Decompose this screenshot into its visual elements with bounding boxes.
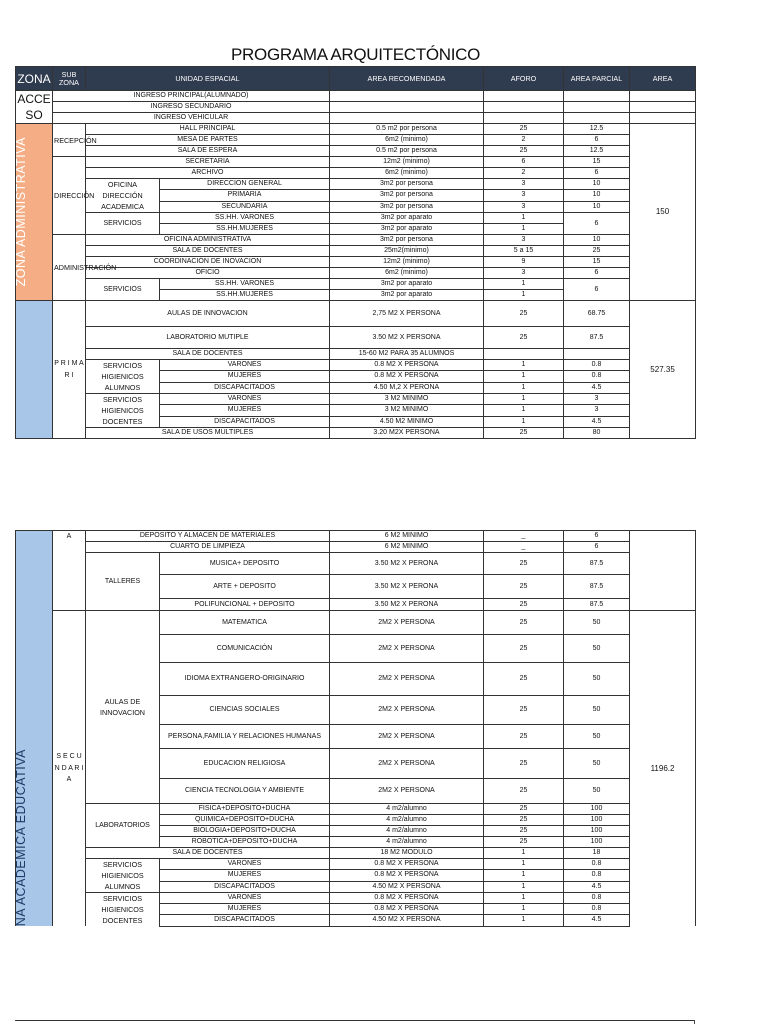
aforo-cell: 25 (484, 428, 564, 439)
aforo-cell: 5 a 15 (484, 246, 564, 257)
area-cell: 0.8 M2 X PERSONA (330, 371, 484, 382)
area-cell: 4.50 M2 MINIMO (330, 416, 484, 427)
area-cell: 3 M2 MINIMO (330, 405, 484, 416)
unit-cell: SS.HH. VARONES (160, 213, 330, 224)
group-oficina-direccion: OFICINA DIRECCIÓN ACADEMICA (86, 179, 160, 213)
area-parcial-cell: 6 (564, 168, 630, 179)
unit-cell: POLIFUNCIONAL + DEPOSITO (160, 599, 330, 611)
area-parcial-cell: 50 (564, 635, 630, 663)
area-parcial-cell: 100 (564, 837, 630, 848)
header-zona: ZONA (16, 67, 53, 91)
area-parcial-cell: 6 (564, 279, 630, 301)
aforo-cell: 25 (484, 837, 564, 848)
aforo-cell: 1 (484, 224, 564, 235)
area-parcial-cell: 4.5 (564, 382, 630, 393)
area-parcial-cell: 100 (564, 815, 630, 826)
area-cell: 6m2 (minimo) (330, 135, 484, 146)
aforo-cell: 25 (484, 327, 564, 349)
area-cell: 3.50 M2 X PERONA (330, 575, 484, 599)
subzone-primaria: P R I M A R I (53, 301, 86, 439)
group-laboratorios: LABORATORIOS (86, 804, 160, 848)
subzone-administracion: ADMINISTRACIÓN (53, 235, 86, 301)
aforo-cell: 1 (484, 915, 564, 926)
area-parcial-cell: 4.5 (564, 915, 630, 926)
program-table-page-3-edge (15, 1020, 695, 1031)
unit-cell: COORDINACIÓN DE INOVACION (86, 257, 330, 268)
aforo-cell: 25 (484, 779, 564, 804)
area-cell: 3m2 por aparato (330, 213, 484, 224)
area-cell: 3m2 por aparato (330, 290, 484, 301)
unit-cell: DISCAPACITADOS (160, 416, 330, 427)
unit-cell: CIENCIA TECNOLOGIA Y AMBIENTE (160, 779, 330, 804)
header-unidad-espacial: UNIDAD ESPACIAL (86, 67, 330, 91)
group-servicios: SERVICIOS (86, 279, 160, 301)
unit-cell: SALA DE USOS MULTIPLES (86, 428, 330, 439)
area-parcial-cell: 50 (564, 696, 630, 725)
area-parcial-cell: 6 (564, 268, 630, 279)
unit-cell: IDIOMA EXTRANGERO-ORIGINARIO (160, 663, 330, 696)
aforo-cell: 9 (484, 257, 564, 268)
program-table-page-2 (15, 530, 695, 930)
unit-cell: PERSONA,FAMILIA Y RELACIONES HUMANAS (160, 725, 330, 749)
area-cell: 6 M2 MINIMO (330, 531, 484, 542)
aforo-cell: 25 (484, 749, 564, 779)
zone-label: ZONA ADMINISTRATIVA (14, 137, 28, 287)
subzone-primaria-tail: A (53, 531, 86, 611)
aforo-cell (484, 349, 564, 360)
area-cell: 2M2 X PERSONA (330, 779, 484, 804)
area-cell: 25m2(minimo) (330, 246, 484, 257)
area-cell: 2,75 M2 X PERSONA (330, 301, 484, 327)
aforo-cell: 1 (484, 870, 564, 881)
aforo-cell: 1 (484, 360, 564, 371)
unit-cell: SS.HH.MUJERES (160, 290, 330, 301)
unit-cell: SALA DE DOCENTES (86, 349, 330, 360)
area-parcial-cell: 18 (564, 848, 630, 859)
aforo-cell: 1 (484, 279, 564, 290)
area-parcial-cell: 50 (564, 725, 630, 749)
area-parcial-cell: 68.75 (564, 301, 630, 327)
aforo-cell: 25 (484, 725, 564, 749)
unit-cell: SECRETARIA (86, 157, 330, 168)
aforo-cell: 25 (484, 696, 564, 725)
aforo-cell: 3 (484, 268, 564, 279)
unit-cell: LABORATORIO MUTIPLE (86, 327, 330, 349)
area-cell: 2M2 X PERSONA (330, 749, 484, 779)
unit-cell: VARONES (160, 859, 330, 870)
unit-cell: VARONES (160, 893, 330, 904)
area-parcial-cell: 87.5 (564, 327, 630, 349)
aforo-cell: 1 (484, 416, 564, 427)
area-parcial-cell: 10 (564, 235, 630, 246)
aforo-cell: 25 (484, 804, 564, 815)
area-cell: 3.20 M2X PERSONA (330, 428, 484, 439)
unit-cell: AULAS DE INNOVACION (86, 301, 330, 327)
unit-cell: MESA DE PARTES (86, 135, 330, 146)
aforo-cell: 3 (484, 235, 564, 246)
subzone-recepcion: RECEPCIÓN (53, 124, 86, 157)
aforo-cell: 25 (484, 663, 564, 696)
unit-cell: DISCAPACITADOS (160, 382, 330, 393)
unit-cell: ROBOTICA+DEPOSITO+DUCHA (160, 837, 330, 848)
unit-cell: MUJERES (160, 371, 330, 382)
unit-cell: MATEMATICA (160, 611, 330, 635)
unit-cell: SALA DE DOCENTES (86, 246, 330, 257)
aforo-cell: 25 (484, 635, 564, 663)
area-parcial-cell: 100 (564, 826, 630, 837)
aforo-cell: 1 (484, 893, 564, 904)
aforo-cell: 2 (484, 168, 564, 179)
area-parcial-cell: 12.5 (564, 146, 630, 157)
group-aulas-innovacion: AULAS DE INNOVACION (86, 611, 160, 804)
area-parcial-cell: 50 (564, 663, 630, 696)
aforo-cell: 3 (484, 201, 564, 212)
unit-cell: OFICINA ADMINISTRATIVA (86, 235, 330, 246)
unit-cell: ARTE + DEPOSITO (160, 575, 330, 599)
subzone-direccion: DIRECCIÓN (53, 157, 86, 235)
area-cell: 4.50 M2 X PERSONA (330, 915, 484, 926)
area-parcial-cell: 0.8 (564, 893, 630, 904)
unit-cell: FISICA+DEPOSITO+DUCHA (160, 804, 330, 815)
area-parcial-cell: 3 (564, 394, 630, 405)
area-cell: 2M2 X PERSONA (330, 611, 484, 635)
area-cell: 0.8 M2 X PERSONA (330, 893, 484, 904)
unit-cell: OFICIO (86, 268, 330, 279)
area-cell: 3m2 por persona (330, 190, 484, 201)
area-cell: 3m2 por persona (330, 235, 484, 246)
group-sh-docentes: SERVICIOS HIGIENICOS DOCENTES (86, 893, 160, 927)
unit-cell: COMUNICACIÓN (160, 635, 330, 663)
unit-cell: SS.HH. VARONES (160, 279, 330, 290)
zone-educativa-continued (16, 531, 53, 927)
area-cell: 4 m2/alumno (330, 826, 484, 837)
zone-educativa (16, 301, 53, 439)
group-sh-docentes: SERVICIOS HIGIENICOS DOCENTES (86, 394, 160, 428)
area-cell: 0.5 m2 por persona (330, 124, 484, 135)
aforo-cell: 1 (484, 290, 564, 301)
header-aforo: AFORO (484, 67, 564, 91)
subzone-secundaria: S E C U N D A R I A (53, 611, 86, 927)
unit-cell: MUJERES (160, 870, 330, 881)
aforo-cell: 25 (484, 826, 564, 837)
program-table (15, 44, 696, 439)
aforo-cell: 25 (484, 146, 564, 157)
aforo-cell: 1 (484, 859, 564, 870)
group-sh-alumnos: SERVICIOS HIGIENICOS ALUMNOS (86, 360, 160, 394)
unit-cell: HALL PRINCIPAL (86, 124, 330, 135)
area-parcial-cell: 87.5 (564, 599, 630, 611)
area-parcial-cell: 50 (564, 611, 630, 635)
unit-cell: MUJERES (160, 904, 330, 915)
area-cell: 3m2 por persona (330, 179, 484, 190)
unit-cell: CUARTO DE LIMPIEZA (86, 542, 330, 553)
unit-cell: EDUCACION RELIGIOSA (160, 749, 330, 779)
aforo-cell: 25 (484, 611, 564, 635)
area-cell: 3m2 por persona (330, 201, 484, 212)
area-total-primaria: 527.35 (630, 301, 696, 439)
program-table-page-1 (15, 44, 695, 440)
aforo-cell: 3 (484, 179, 564, 190)
unit-cell: DISCAPACITADOS (160, 915, 330, 926)
area-cell: 0.8 M2 X PERSONA (330, 904, 484, 915)
area-parcial-cell: 15 (564, 257, 630, 268)
area-cell: 15-60 M2 PARA 35 ALUMNOS (330, 349, 484, 360)
area-cell: 4.50 M2 X PERSONA (330, 881, 484, 892)
area-cell: 18 M2 MODULO (330, 848, 484, 859)
unit-cell: ARCHIVO (86, 168, 330, 179)
area-cell: 6m2 (minimo) (330, 168, 484, 179)
aforo-cell: 1 (484, 213, 564, 224)
aforo-cell: 1 (484, 904, 564, 915)
area-parcial-cell: 0.8 (564, 870, 630, 881)
header-area-recomendada: AREA RECOMENDADA (330, 67, 484, 91)
area-parcial-cell: 87.5 (564, 575, 630, 599)
area-parcial-cell: 80 (564, 428, 630, 439)
aforo-cell: 1 (484, 848, 564, 859)
area-parcial-cell: 50 (564, 749, 630, 779)
aforo-cell: _ (484, 531, 564, 542)
unit-cell: INGRESO SECUNDARIO (53, 102, 330, 113)
area-parcial-cell: 0.8 (564, 859, 630, 870)
aforo-cell: 1 (484, 371, 564, 382)
unit-cell: CIENCIAS SOCIALES (160, 696, 330, 725)
area-cell: 4 m2/alumno (330, 804, 484, 815)
area-cell: 6 M2 MINIMO (330, 542, 484, 553)
header-area-parcial: AREA PARCIAL (564, 67, 630, 91)
zone-acceso: ACCE SO (17, 92, 51, 122)
area-parcial-cell: 25 (564, 246, 630, 257)
aforo-cell: 25 (484, 575, 564, 599)
area-cell: 3m2 por aparato (330, 224, 484, 235)
unit-cell: DIRECCION GENERAL (160, 179, 330, 190)
aforo-cell: 1 (484, 881, 564, 892)
area-parcial-cell: 6 (564, 213, 630, 235)
unit-cell: DISCAPACITADOS (160, 881, 330, 892)
area-parcial-cell: 10 (564, 190, 630, 201)
area-cell: 0.8 M2 X PERSONA (330, 859, 484, 870)
group-talleres: TALLERES (86, 553, 160, 611)
aforo-cell: 3 (484, 190, 564, 201)
area-cell: 3.50 M2 X PERONA (330, 553, 484, 575)
group-servicios: SERVICIOS (86, 213, 160, 235)
area-cell: 2M2 X PERSONA (330, 696, 484, 725)
page-title: PROGRAMA ARQUITECTÓNICO (231, 45, 481, 64)
aforo-cell: 6 (484, 157, 564, 168)
area-parcial-cell: 0.8 (564, 904, 630, 915)
area-cell: 3.50 M2 X PERSONA (330, 327, 484, 349)
area-cell: 0.8 M2 X PERSONA (330, 360, 484, 371)
unit-cell: INGRESO VEHICULAR (53, 113, 330, 124)
area-cell: 3 M2 MINIMO (330, 394, 484, 405)
area-cell: 4.50 M,2 X PERONA (330, 382, 484, 393)
area-cell: 6m2 (minimo) (330, 268, 484, 279)
unit-cell: SS.HH.MUJERES (160, 224, 330, 235)
area-parcial-cell: 4.5 (564, 881, 630, 892)
unit-cell: SALA DE DOCENTES (86, 848, 330, 859)
group-sh-alumnos: SERVICIOS HIGIENICOS ALUMNOS (86, 859, 160, 893)
area-cell: 0.5 m2 por persona (330, 146, 484, 157)
unit-cell: BIOLOGIA+DEPOSITO+DUCHA (160, 826, 330, 837)
area-total-secundaria: 1196.2 (630, 611, 696, 927)
unit-cell: VARONES (160, 360, 330, 371)
unit-cell: INGRESO PRINCIPAL(ALUMNADO) (53, 91, 330, 102)
area-parcial-cell: 4.5 (564, 416, 630, 427)
unit-cell: MUSICA+ DEPOSITO (160, 553, 330, 575)
aforo-cell: 2 (484, 135, 564, 146)
unit-cell: PRIMARIA (160, 190, 330, 201)
area-parcial-cell: 0.8 (564, 371, 630, 382)
area-parcial-cell: 50 (564, 779, 630, 804)
unit-cell: MUJERES (160, 405, 330, 416)
aforo-cell: 25 (484, 815, 564, 826)
area-parcial-cell: 12.5 (564, 124, 630, 135)
unit-cell: SECUNDARIA (160, 201, 330, 212)
area-cell: 0.8 M2 X PERSONA (330, 870, 484, 881)
zone-label: NA ACADEMICA EDUCATIVA (14, 748, 28, 926)
area-cell: 12m2 (minimo) (330, 257, 484, 268)
area-cell: 2M2 X PERSONA (330, 663, 484, 696)
area-parcial-cell: 10 (564, 179, 630, 190)
header-sub-zona: SUB ZONA (53, 67, 86, 91)
zone-administrativa (16, 124, 53, 301)
aforo-cell: 1 (484, 394, 564, 405)
area-parcial-cell (564, 349, 630, 360)
aforo-cell: 1 (484, 382, 564, 393)
unit-cell: VARONES (160, 394, 330, 405)
area-parcial-cell: 6 (564, 531, 630, 542)
aforo-cell: 25 (484, 599, 564, 611)
program-table-continued (15, 530, 696, 927)
aforo-cell: _ (484, 542, 564, 553)
area-parcial-cell: 3 (564, 405, 630, 416)
aforo-cell: 25 (484, 124, 564, 135)
aforo-cell: 1 (484, 405, 564, 416)
area-cell: 3m2 por aparato (330, 279, 484, 290)
header-area: AREA (630, 67, 696, 91)
unit-cell: SALA DE ESPERA (86, 146, 330, 157)
page-edge-line (694, 1020, 695, 1024)
area-cell: 2M2 X PERSONA (330, 725, 484, 749)
area-cell: 2M2 X PERSONA (330, 635, 484, 663)
area-total-admin: 150 (630, 124, 696, 301)
area-cell: 4 m2/alumno (330, 815, 484, 826)
area-parcial-cell: 6 (564, 135, 630, 146)
area-cell: 12m2 (minimo) (330, 157, 484, 168)
area-parcial-cell: 6 (564, 542, 630, 553)
unit-cell: QUIMICA+DEPOSITO+DUCHA (160, 815, 330, 826)
area-parcial-cell: 100 (564, 804, 630, 815)
unit-cell: DEPOSITO Y ALMACEN DE MATERIALES (86, 531, 330, 542)
area-cell: 3.50 M2 X PERONA (330, 599, 484, 611)
area-parcial-cell: 10 (564, 201, 630, 212)
area-parcial-cell: 15 (564, 157, 630, 168)
area-cell: 4 m2/alumno (330, 837, 484, 848)
aforo-cell: 25 (484, 553, 564, 575)
area-parcial-cell: 0.8 (564, 360, 630, 371)
area-parcial-cell: 87.5 (564, 553, 630, 575)
aforo-cell: 25 (484, 301, 564, 327)
